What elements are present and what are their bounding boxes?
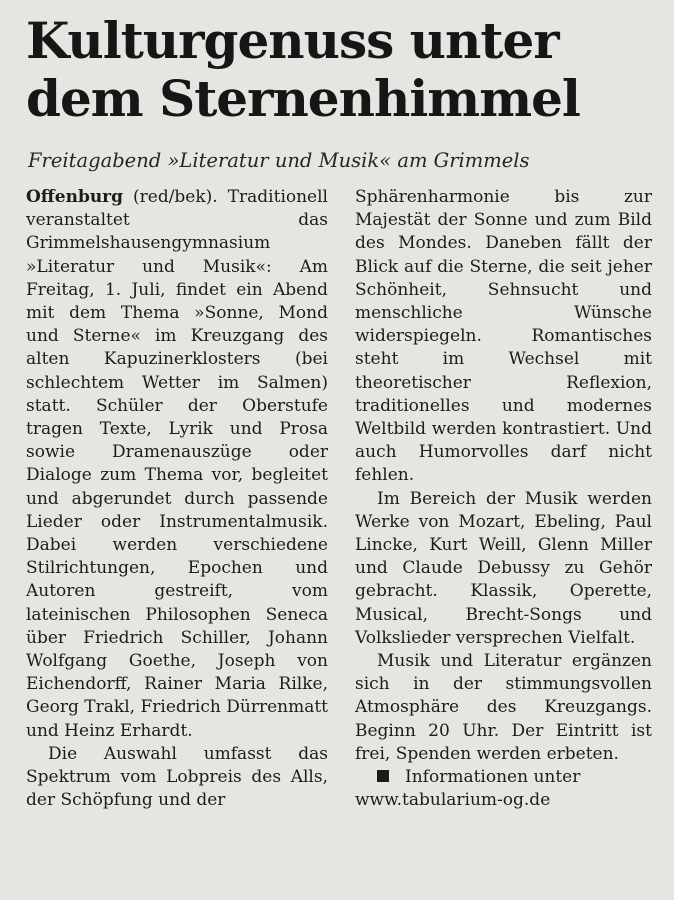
- column-left: [26, 186, 328, 812]
- lead-text: Traditionell veranstaltet das Grimmelshausengymnasium »Literatur und Musik«: Am Freitag, 1. Juli, findet ein Abend mit dem Thema »Sonne, Mond und Sterne« im Kreuzgang des alten Kapuzinerklosters (bei schlechtem Wetter im Salmen) statt. Schüler der Oberstufe tragen Texte, Lyrik und Prosa sowie Dramenauszüge oder Dialoge zum Thema vor, begleitet und abgerundet durch passende Lieder oder Instrumentalmusik. Dabei werden verschiedene Stilrichtungen, Epochen und Autoren gestreift, vom lateinischen Philosophen Seneca über Friedrich Schiller, Johann Wolfgang Goethe, Joseph von Eichendorff, Rainer Maria Rilke, Georg Trakl, Friedrich Dürrenmatt und Heinz Erhardt.: [26, 187, 328, 741]
- square-bullet-icon: [377, 770, 389, 782]
- paragraph-3: Im Bereich der Musik werden Werke von Mozart, Ebeling, Paul Lincke, Kurt Weill, Glenn Miller und Claude Debussy zu Gehör gebracht. Klassik, Operette, Musical, Brecht-Songs und Volkslieder versprechen Vielfalt.: [355, 488, 652, 648]
- dateline: Offenburg: [26, 187, 124, 207]
- column-right: [355, 186, 652, 812]
- info-label: Informationen unter: [405, 767, 581, 788]
- info-line: [355, 766, 652, 812]
- subheadline: Freitagabend »Literatur und Musik« am Grimmels: [28, 149, 530, 172]
- paragraph-2-start: Die Auswahl umfasst das Spektrum vom Lobpreis des Alls, der Schöpfung und der: [26, 743, 328, 811]
- byline: (red/bek).: [123, 187, 228, 207]
- headline: Kulturgenuss unter dem Sternenhimmel: [26, 11, 580, 128]
- lead-paragraph: [26, 186, 328, 743]
- paragraph-2-continued: Sphärenharmonie bis zur Majestät der Sonne und zum Bild des Mondes. Daneben fällt der Blick auf die Sterne, die seit jeher Schönheit, Sehnsucht und menschliche Wünsche widerspiegeln. Romantisches steht im Wechsel mit theoretischer Reflexion, traditionelles und modernes Weltbild werden kontrastiert. Und auch Humorvolles darf nicht fehlen.: [355, 187, 652, 486]
- paragraph-4: Musik und Literatur ergänzen sich in der stimmungsvollen Atmosphäre des Kreuzgangs. Beginn 20 Uhr. Der Eintritt ist frei, Spenden werden erbeten.: [355, 651, 652, 764]
- info-url[interactable]: www.tabularium-og.de: [355, 790, 551, 811]
